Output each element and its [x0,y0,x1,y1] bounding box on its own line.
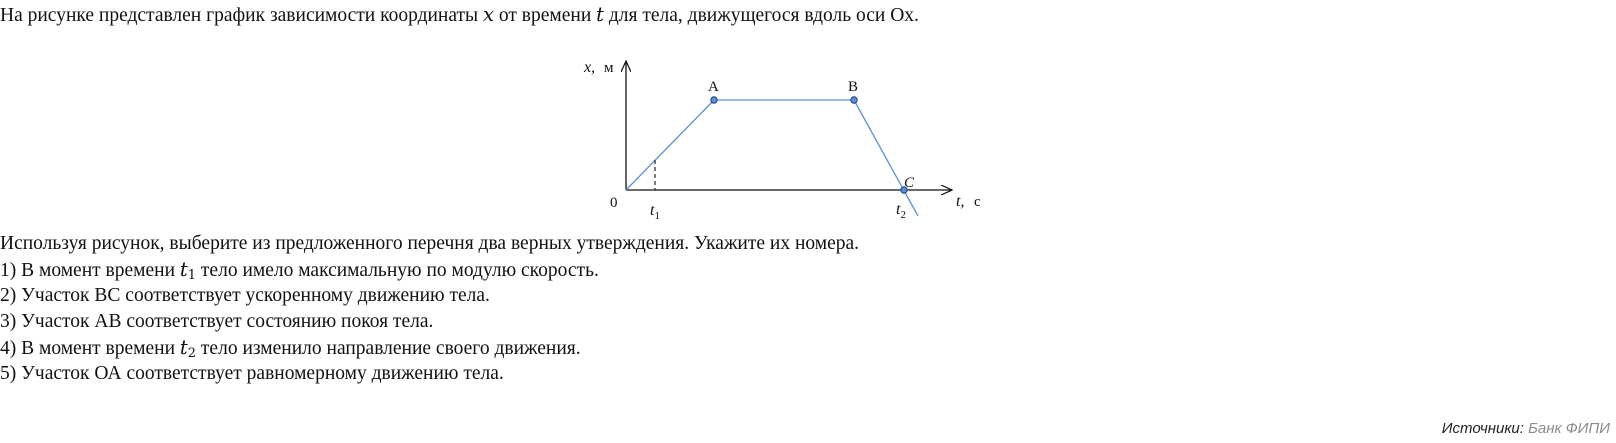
source-link[interactable]: Банк ФИПИ [1528,420,1610,437]
option-4-var [180,336,196,359]
t2-tick-label [896,201,906,221]
option-5: 5) Участок ОА соответствует равномерному движению тела. [0,363,504,384]
point-c-label: C [904,175,915,191]
point-a-marker [711,97,717,103]
problem-intro [0,3,919,28]
position-time-graph [560,50,1000,228]
option-1-var [180,258,196,281]
option-3: 3) Участок АВ соответствует состоянию покоя тела. [0,311,434,332]
origin-label: 0 [610,195,618,211]
option-1 [0,258,599,283]
option-4-var-sub: 2 [187,346,197,361]
source-label: Источники: [1441,420,1524,437]
y-axis-unit: м [604,60,614,76]
point-b-marker [851,97,857,103]
graph-line [626,100,918,216]
point-b-label: B [848,79,859,95]
option-1-before: 1) В момент времени [0,260,176,281]
source-attribution [1442,420,1610,437]
t1-tick-label [650,202,660,222]
t2-tick-base: t [896,201,901,218]
x-axis-label: t, [956,193,965,210]
option-4-after: тело изменило направление своего движения. [200,338,581,359]
option-1-var-base: t [179,258,188,281]
option-4 [0,336,581,361]
intro-part3: для тела, движущегося вдоль оси Ох. [608,5,919,26]
var-x: x [483,3,495,26]
t2-tick-sub: 2 [900,209,906,221]
intro-part2: от времени [498,5,592,26]
option-4-var-base: t [179,336,188,359]
option-1-after: тело имело максимальную по модулю скорость. [200,260,599,281]
option-2: 2) Участок ВС соответствует ускоренному движению тела. [0,285,490,306]
x-axis-unit: с [974,194,981,210]
option-1-var-sub: 1 [187,268,197,283]
question-instruction: Используя рисунок, выберите из предложенного перечня два верных утверждения. Укажите их номера. [0,233,860,254]
intro-part1: На рисунке представлен график зависимости координаты [0,5,479,26]
point-a-label: A [708,79,719,95]
y-axis-label: x, [584,59,596,76]
var-t: t [596,3,604,26]
t1-tick-base: t [650,202,655,219]
t1-tick-sub: 1 [654,210,660,222]
option-4-before: 4) В момент времени [0,338,176,359]
